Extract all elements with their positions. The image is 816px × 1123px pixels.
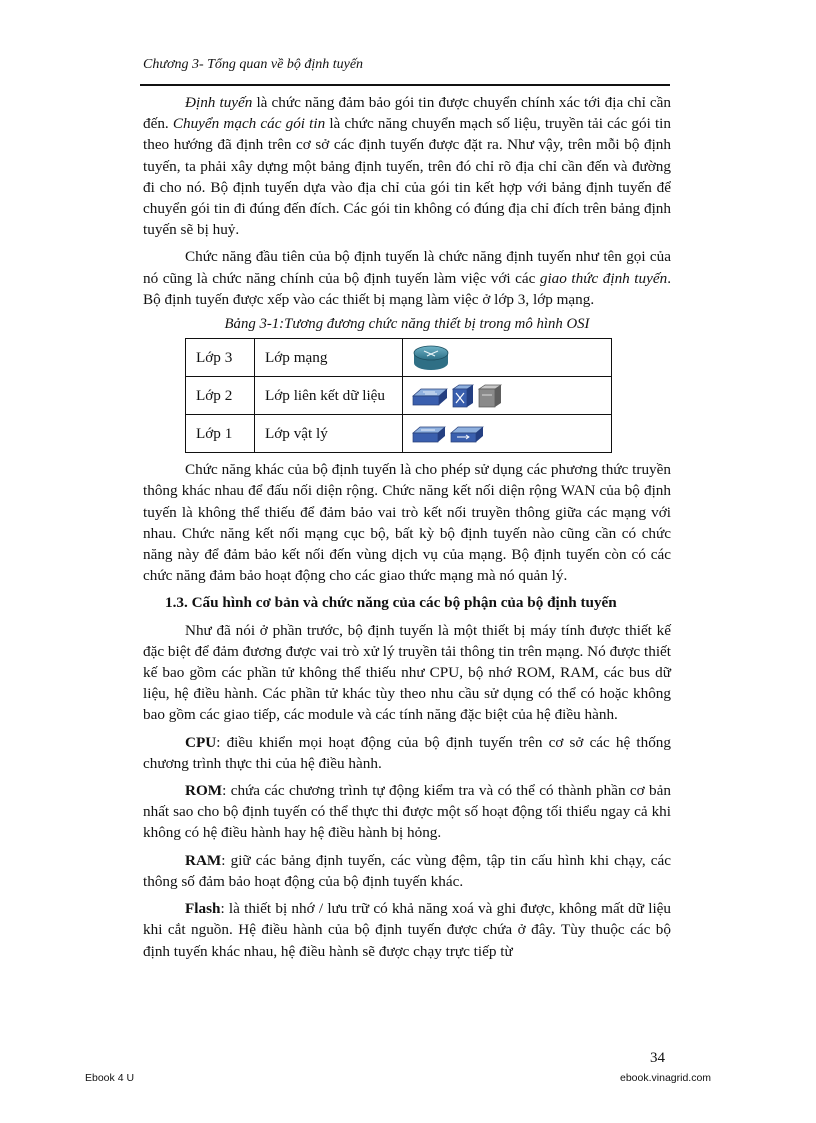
paragraph-text: : chứa các chương trình tự động kiểm tra và có thể có thành phần cơ bản nhất sao cho bộ định tuyến có thể thực thi được một số hoạt động tối thiểu ngay cả khi không có hệ điều hành hay hệ điều hành bị hỏng.: [143, 782, 671, 842]
table-cell-layer-name: Lớp mạng: [255, 339, 403, 377]
hub-icon: [411, 423, 447, 445]
osi-equivalence-table: [185, 338, 612, 453]
table-cell-layer-name: Lớp liên kết dữ liệu: [255, 377, 403, 415]
paragraph-text: là chức năng chuyển mạch số liệu, truyền tải các gói tin theo hướng đã định trên cơ sở các định tuyến được đặt ra. Như vậy, trên mỗi bộ định tuyến, ta phải xây dựng một bảng định tuyến, trên đó chỉ rõ địa chỉ cần đến và đường đi cho nó. Bộ định tuyến dựa vào địa chỉ của gói tin kết hợp với bảng định tuyến để chuyển gói tin đi đúng đến đích. Các gói tin không có đúng địa chỉ đích trên bảng định tuyến sẽ bị huỷ.: [143, 115, 671, 239]
paragraph-text: là chức năng đảm bảo gói tin được chuyển chính xác tới địa chỉ cần đến.: [143, 94, 671, 133]
page-content: [143, 92, 671, 968]
header-divider: [140, 84, 670, 86]
repeater-icon: [449, 423, 485, 445]
table-cell-device: [403, 377, 612, 415]
term-cpu: CPU: [185, 733, 217, 751]
page-number: 34: [650, 1050, 665, 1066]
table-cell-device: [403, 415, 612, 453]
paragraph-other-functions: Chức năng khác của bộ định tuyến là cho phép sử dụng các phương thức truyền thông khác nhau để đấu nối diện rộng. Chức năng kết nối diện rộng WAN của bộ định tuyến là không thể thiếu để đảm bảo vai trò kết nối truyền thông giữa các mạng với nhau. Chức năng kết nối mạng cục bộ, bất kỳ bộ định tuyến nào cũng cần có chức năng này để đảm bảo kết nối đến vùng dịch vụ của mạng. Bộ định tuyến còn có các chức năng đảm bảo hoạt động cho các giao thức mạng mà nó quản lý.: [143, 461, 671, 585]
footer-left-text: Ebook 4 U: [85, 1072, 135, 1084]
bridge-icon: [451, 383, 475, 409]
page-header-title: Chương 3- Tổng quan về bộ định tuyến: [143, 57, 364, 72]
paragraph-router-components: Như đã nói ở phần trước, bộ định tuyến là một thiết bị máy tính được thiết kế đặc biệt để đảm đương được vai trò xử lý truyền tải thông tin trên mạng. Nó được thiết kế bao gồm các phần tử không thể thiếu như CPU, bộ nhớ ROM, RAM, các bus dữ liệu, hệ điều hành. Các phần tử khác tùy theo nhu cầu sử dụng có thể có hoặc không bao gồm các giao tiếp, các module và các tính năng đặc biệt của hệ điều hành.: [143, 621, 671, 724]
paragraph-ram: [143, 850, 671, 892]
table-cell-device: [403, 339, 612, 377]
bridge-gray-icon: [477, 383, 503, 409]
switch-bridge-icons: [411, 383, 503, 409]
paragraph-cpu: [143, 732, 671, 774]
paragraph-text: . Bộ định tuyến được xếp vào các thiết bị mạng làm việc ở lớp 3, lớp mạng.: [143, 269, 671, 308]
term-routing: Định tuyến: [185, 94, 253, 111]
term-flash: Flash: [185, 900, 221, 918]
hub-repeater-icons: [411, 423, 485, 445]
table-cell-layer: Lớp 3: [186, 339, 255, 377]
paragraph-text: : giữ các bảng định tuyến, các vùng đệm, tập tin cấu hình khi chạy, các thông số đảm bảo hoạt động của bộ định tuyến khác.: [143, 851, 671, 890]
paragraph-text: Chức năng đầu tiên của bộ định tuyến là chức năng định tuyến như tên gọi của nó cũng là chức năng chính của bộ định tuyến làm việc với các: [143, 248, 671, 287]
paragraph-text: : là thiết bị nhớ / lưu trữ có khả năng xoá và ghi được, không mất dữ liệu khi cắt nguồn. Hệ điều hành của bộ định tuyến được chứa ở đây. Tùy thuộc các bộ định tuyến khác nhau, hệ điều hành sẽ được chạy trực tiếp từ: [143, 900, 671, 960]
table-cell-layer: Lớp 1: [186, 415, 255, 453]
paragraph-routing-function: [143, 246, 671, 310]
term-ram: RAM: [185, 851, 222, 869]
paragraph-text: : điều khiển mọi hoạt động của bộ định tuyến trên cơ sở các hệ thống chương trình thực thi của hệ điều hành.: [143, 733, 671, 772]
footer-right-text: ebook.vinagrid.com: [620, 1072, 712, 1084]
paragraph-routing: [143, 92, 671, 240]
table-row: [186, 377, 612, 415]
section-heading: 1.3. Cấu hình cơ bản và chức năng của các bộ phận của bộ định tuyến: [165, 594, 617, 612]
switch-icon: [411, 384, 449, 408]
table-caption: Bảng 3-1:Tương đương chức năng thiết bị trong mô hình OSI: [224, 316, 590, 333]
paragraph-flash: [143, 898, 671, 962]
router-icon: [411, 344, 451, 372]
term-packet-switching: Chuyển mạch các gói tin: [172, 115, 326, 133]
table-cell-layer-name: Lớp vật lý: [255, 415, 403, 453]
term-routing-protocols: giao thức định tuyến: [539, 269, 668, 287]
table-cell-layer: Lớp 2: [186, 377, 255, 415]
table-row: [186, 415, 612, 453]
table-row: [186, 339, 612, 377]
paragraph-rom: [143, 780, 671, 844]
term-rom: ROM: [185, 782, 223, 800]
